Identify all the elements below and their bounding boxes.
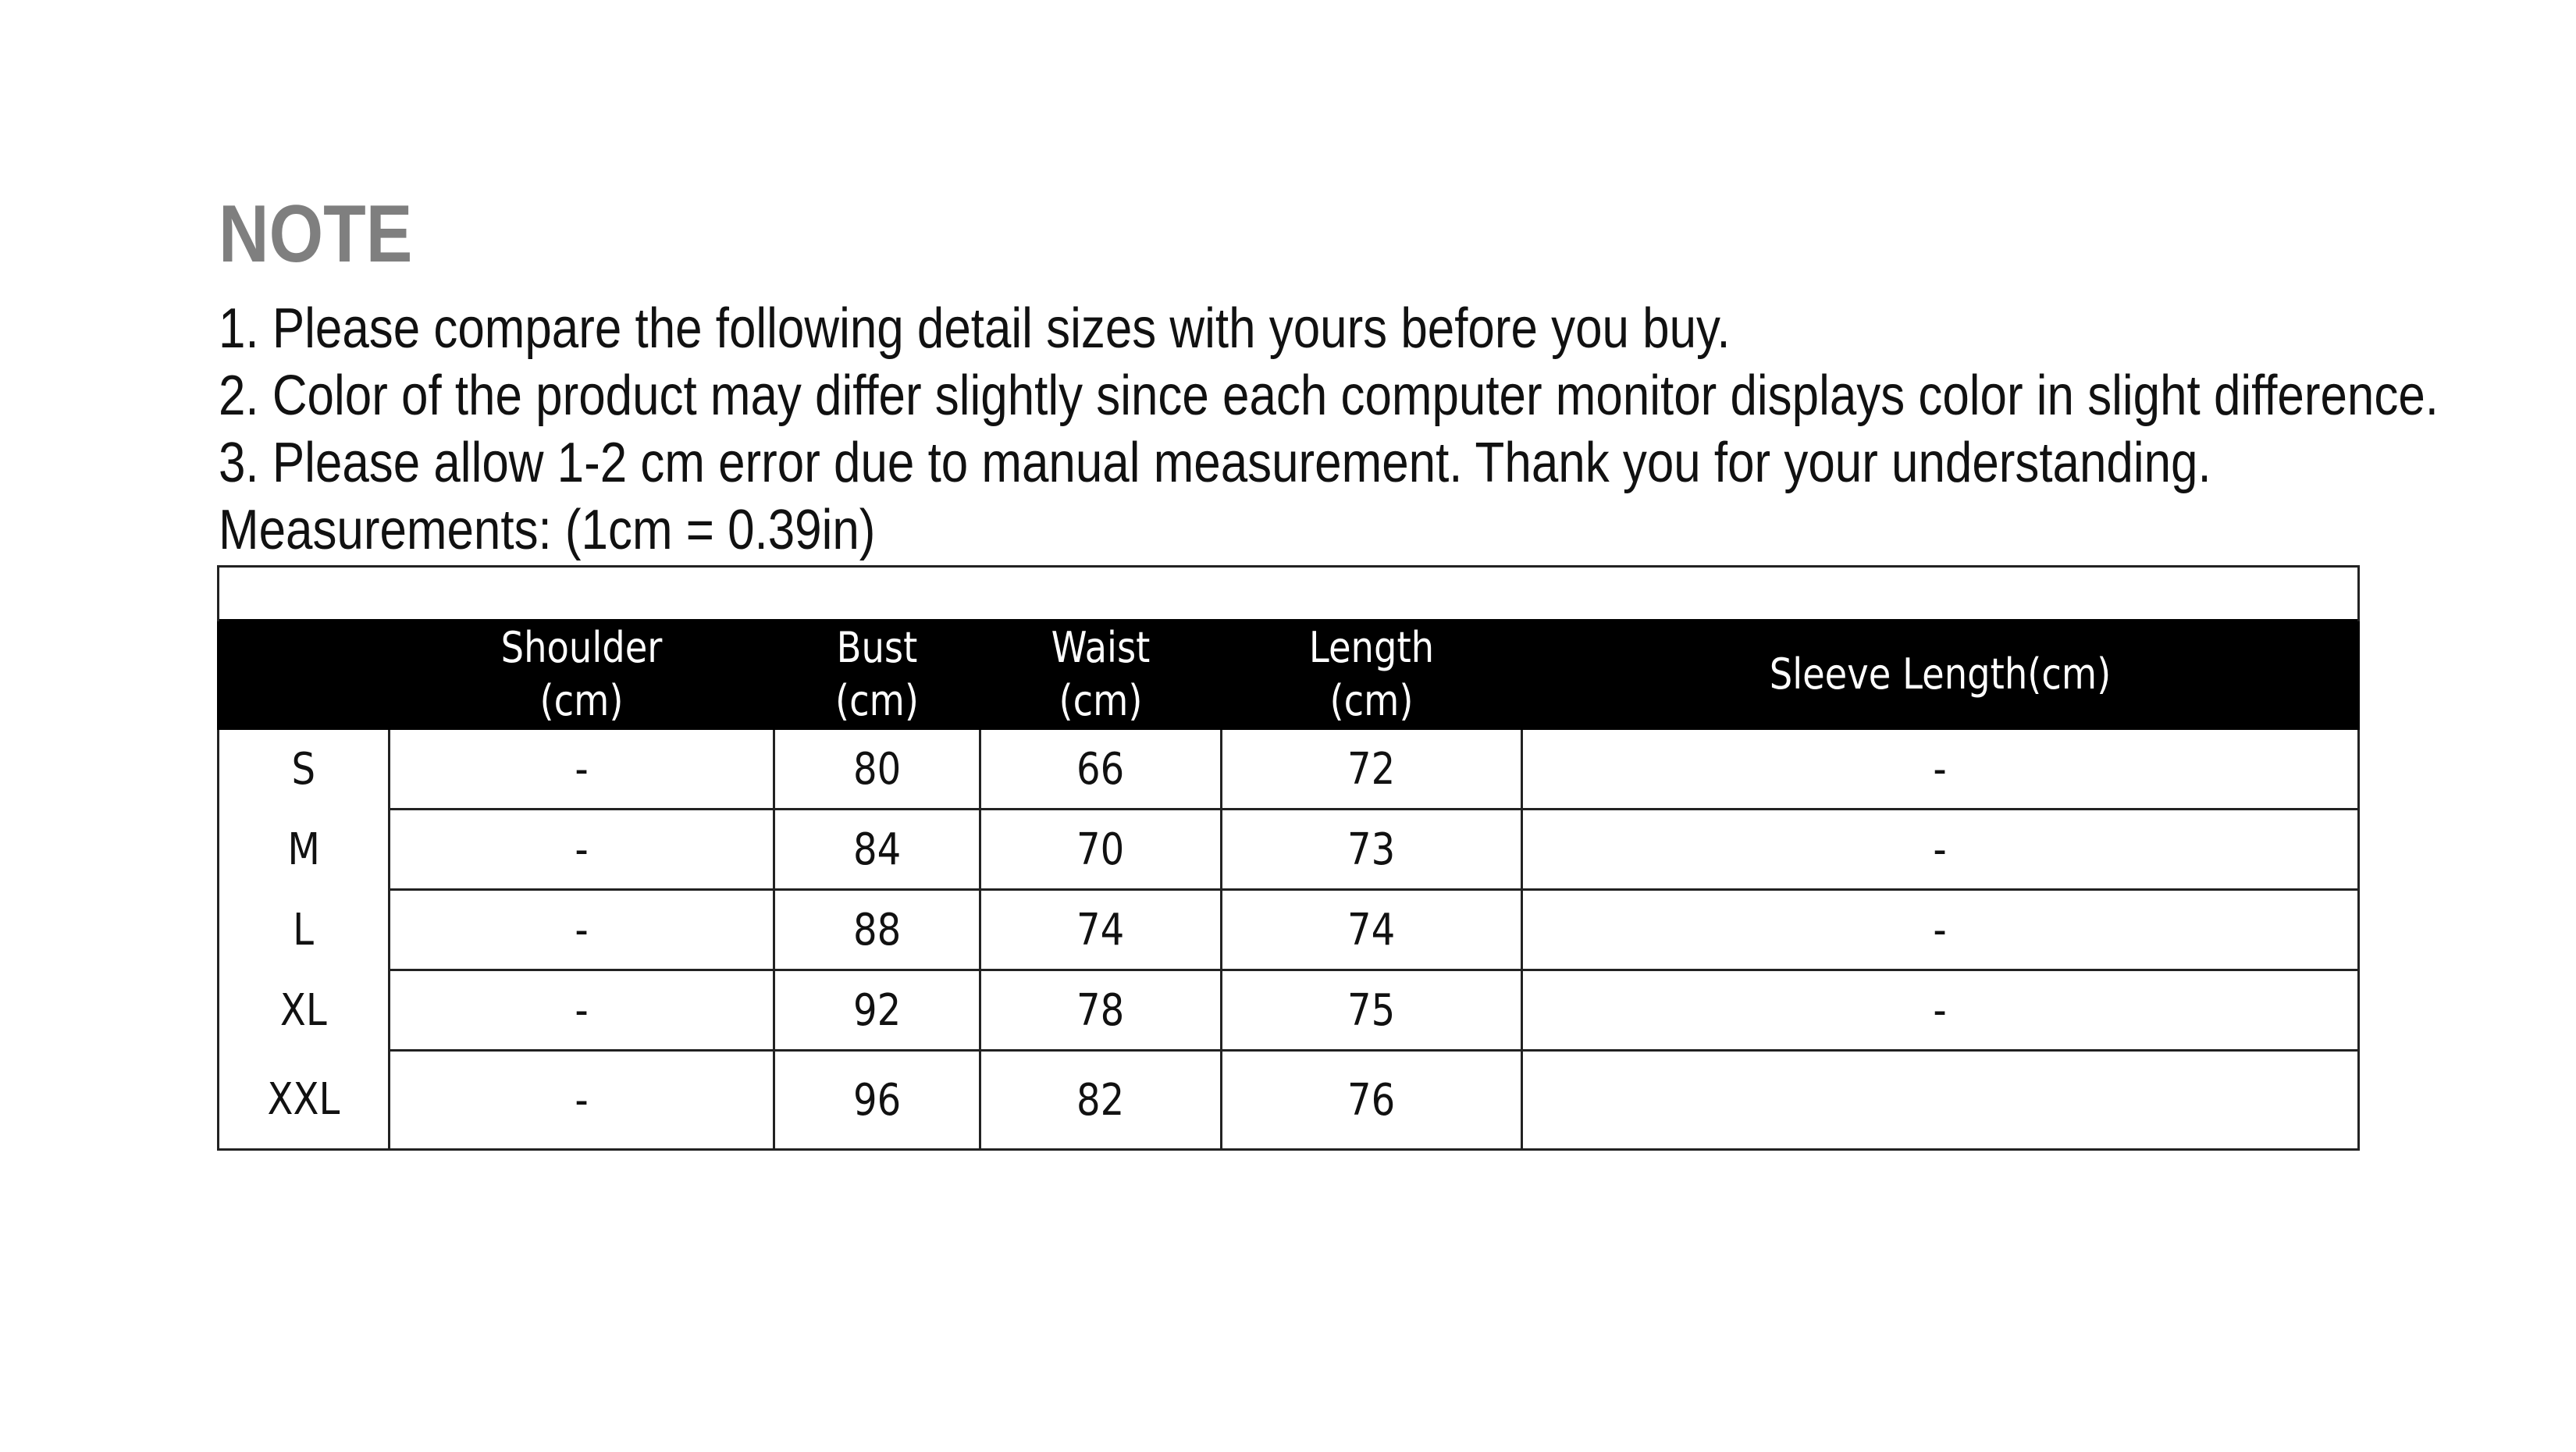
bust-value: 96	[852, 1074, 902, 1126]
length-cell	[1222, 1051, 1522, 1150]
waist-cell	[980, 810, 1222, 890]
table-header-row	[219, 621, 2359, 729]
size-label: L	[293, 904, 315, 956]
table-blank-row	[219, 567, 2359, 621]
sleeve-length-cell	[1522, 1051, 2359, 1150]
waist-cell	[980, 970, 1222, 1051]
length-value: 72	[1347, 743, 1396, 795]
note-line-2: 2. Color of the product may differ slightly since each computer monitor displays color in slight difference.	[219, 365, 2439, 427]
waist-value: 78	[1076, 984, 1125, 1036]
shoulder-cell	[390, 729, 774, 810]
table-row	[219, 970, 2359, 1051]
size-label: XL	[280, 984, 327, 1036]
waist-cell	[980, 729, 1222, 810]
length-value: 76	[1347, 1074, 1396, 1126]
shoulder-value: -	[575, 1074, 589, 1126]
header-waist-label: Waist	[1051, 623, 1151, 672]
bust-value: 84	[852, 824, 902, 875]
sleeve-length-value: -	[1933, 743, 1948, 795]
size-label: M	[287, 824, 320, 875]
sleeve-length-cell	[1522, 810, 2359, 890]
header-bust	[774, 621, 980, 729]
shoulder-cell	[390, 1051, 774, 1150]
bust-cell	[774, 729, 980, 810]
length-cell	[1222, 810, 1522, 890]
bust-cell	[774, 890, 980, 970]
header-sleeve-length	[1522, 621, 2359, 729]
shoulder-value: -	[575, 904, 589, 956]
header-waist	[980, 621, 1222, 729]
header-bust-label: Bust	[836, 623, 918, 672]
header-shoulder	[390, 621, 774, 729]
waist-value: 74	[1076, 904, 1125, 956]
bust-cell	[774, 810, 980, 890]
sleeve-length-value: -	[1933, 984, 1948, 1036]
size-chart-table	[217, 565, 2360, 1151]
table-row	[219, 1051, 2359, 1150]
bust-value: 80	[852, 743, 902, 795]
size-cell	[219, 729, 390, 810]
note-title: NOTE	[219, 189, 413, 279]
waist-cell	[980, 1051, 1222, 1150]
bust-cell	[774, 970, 980, 1051]
length-cell	[1222, 890, 1522, 970]
length-cell	[1222, 729, 1522, 810]
bust-value: 92	[852, 984, 902, 1036]
shoulder-value: -	[575, 984, 589, 1036]
header-length-unit: (cm)	[1329, 676, 1414, 725]
note-line-3: 3. Please allow 1-2 cm error due to manual measurement. Thank you for your understanding.	[219, 432, 2211, 494]
waist-value: 70	[1076, 824, 1125, 875]
waist-value: 66	[1076, 743, 1125, 795]
shoulder-cell	[390, 970, 774, 1051]
header-length-label: Length	[1308, 623, 1435, 672]
bust-value: 88	[852, 904, 902, 956]
shoulder-cell	[390, 890, 774, 970]
size-cell	[219, 890, 390, 970]
header-shoulder-label: Shoulder	[500, 623, 663, 672]
size-cell	[219, 1051, 390, 1150]
shoulder-value: -	[575, 824, 589, 875]
length-value: 75	[1347, 984, 1396, 1036]
blank-cell	[219, 567, 2359, 621]
sleeve-length-cell	[1522, 970, 2359, 1051]
shoulder-cell	[390, 810, 774, 890]
size-cell	[219, 970, 390, 1051]
size-cell	[219, 810, 390, 890]
header-bust-unit: (cm)	[834, 676, 920, 725]
length-value: 73	[1347, 824, 1396, 875]
length-value: 74	[1347, 904, 1396, 956]
header-sleeve-length-label: Sleeve Length(cm)	[1769, 649, 2112, 699]
sleeve-length-value: -	[1933, 824, 1948, 875]
note-line-1: 1. Please compare the following detail sizes with yours before you buy.	[219, 297, 1731, 360]
header-waist-unit: (cm)	[1059, 676, 1143, 725]
header-shoulder-unit: (cm)	[539, 676, 624, 725]
table-row	[219, 729, 2359, 810]
sleeve-length-cell	[1522, 890, 2359, 970]
sleeve-length-value: -	[1933, 904, 1948, 956]
size-label: XXL	[267, 1073, 340, 1125]
sleeve-length-cell	[1522, 729, 2359, 810]
header-length	[1222, 621, 1522, 729]
measurements-line: Measurements: (1cm = 0.39in)	[219, 499, 876, 561]
shoulder-value: -	[575, 743, 589, 795]
length-cell	[1222, 970, 1522, 1051]
waist-cell	[980, 890, 1222, 970]
bust-cell	[774, 1051, 980, 1150]
table-row	[219, 890, 2359, 970]
header-size	[219, 621, 390, 729]
table-row	[219, 810, 2359, 890]
size-label: S	[291, 744, 316, 795]
note-lines	[219, 295, 2576, 564]
waist-value: 82	[1076, 1074, 1125, 1126]
